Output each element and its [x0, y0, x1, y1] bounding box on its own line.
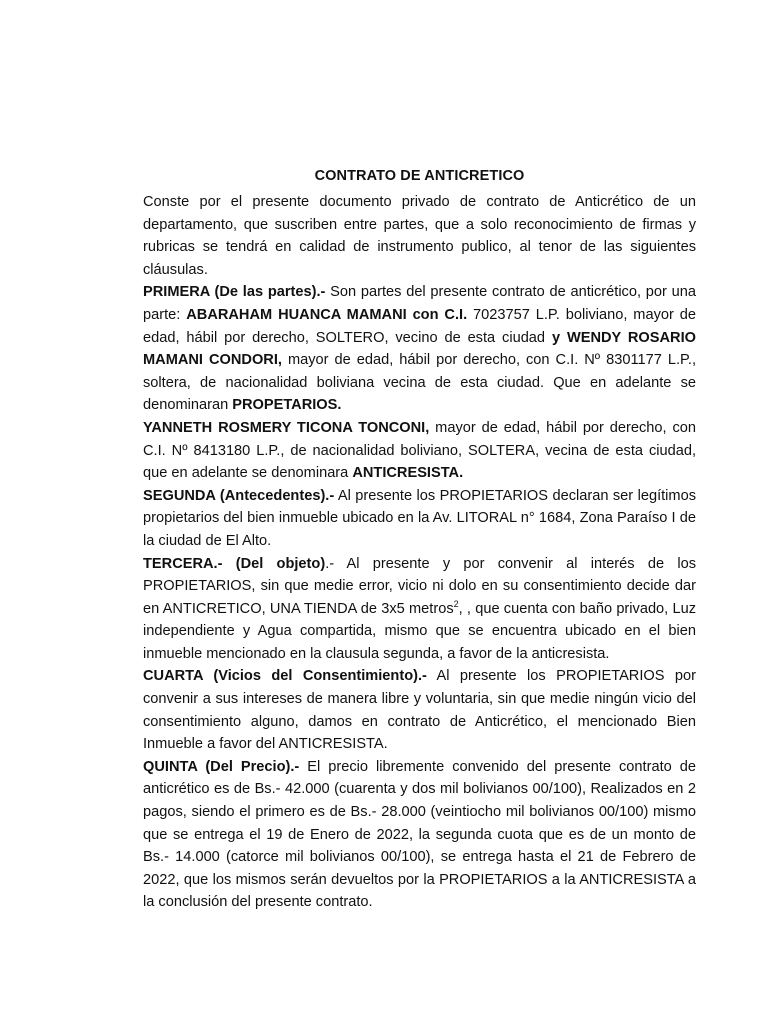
clause-tercera-text-1: .- Al presente y por convenir al interés de los PROPIETARIOS, sin que medie error, vicio ni dolo en su consentimiento decide dar en ANTICRETICO, UNA TIENDA de 3x5 metros — [143, 555, 696, 617]
anticresista-designation: ANTICRESISTA. — [352, 465, 464, 482]
anticresista-name: YANNETH ROSMERY TICONA TONCONI, — [143, 419, 430, 436]
intro-paragraph: Conste por el presente documento privado de contrato de Anticrético de un departamento, que suscriben entre partes, que a solo reconocimiento de firmas y rubricas se tendrá en calidad de instrumento publico, al tenor de las siguientes cláusulas. — [143, 194, 696, 278]
clause-quinta-text: El precio libremente convenido del presente contrato de anticrético es de Bs.- 42.000 (cuarenta y dos mil bolivianos 00/100), Realizados en 2 pagos, siendo el primero es de Bs.- 28.000 (veintiocho mil bolivianos 00/100) mismo que se entrega el 19 de Enero de 2022, la segunda cuota que es de un monto de Bs.- 14.000 (catorce mil bolivianos 00/100), se entrega hasta el 21 de Febrero de 2022, que los mismos serán devueltos por la PROPIETARIOS a la ANTICRESISTA a la conclusión del presente contrato. — [143, 758, 696, 911]
clause-primera-text-2: 7023757 L.P. boliviano, mayor de edad, hábil por derecho, SOLTERO, vecino de esta ciudad — [143, 306, 696, 346]
clause-tercera-heading: TERCERA.- (Del objeto) — [143, 555, 326, 572]
clause-segunda-text: Al presente los PROPIETARIOS declaran ser legítimos propietarios del bien inmueble ubicado en la Av. LITORAL n° 1684, Zona Paraíso I de la ciudad de El Alto. — [143, 487, 696, 549]
clause-cuarta-text: Al presente los PROPIETARIOS por convenir a sus intereses de manera libre y voluntaria, sin que medie ningún vicio del consentimiento alguno, damos en contrato de Anticrético, el mencionado Bien Inmueble a favor del ANTICRESISTA. — [143, 668, 696, 753]
party-1-name: ABARAHAM HUANCA MAMANI con C.I. — [186, 306, 468, 323]
clause-primera-heading: PRIMERA (De las partes).- — [143, 284, 326, 301]
owners-designation: PROPETARIOS. — [232, 397, 342, 414]
clause-primera — [143, 281, 696, 417]
anticresista-text: mayor de edad, hábil por derecho, con C.I. Nº 8413180 L.P., de nacionalidad boliviano, SOLTERA, vecina de esta ciudad, que en adelante se denominara — [143, 419, 696, 482]
clause-segunda-heading: SEGUNDA (Antecedentes).- — [143, 487, 335, 504]
clause-tercera — [143, 553, 696, 666]
clause-primera-text-1: Son partes del presente contrato de anticrético, por una parte: — [143, 284, 696, 323]
clause-cuarta-heading: CUARTA (Vicios del Consentimiento).- — [143, 668, 427, 685]
clause-quinta-heading: QUINTA (Del Precio).- — [143, 758, 300, 775]
party-2-name: y WENDY ROSARIO MAMANI CONDORI, — [143, 329, 696, 369]
anticresista-paragraph — [143, 417, 696, 485]
superscript-2: 2 — [453, 598, 459, 609]
clause-quinta — [143, 756, 696, 914]
clause-cuarta — [143, 665, 696, 755]
clause-segunda — [143, 485, 696, 553]
clause-primera-text-3: mayor de edad, hábil por derecho, con C.I. Nº 8301177 L.P., soltera, de nacionalidad boliviana vecina de esta ciudad. Que en adelante se denominaran — [143, 352, 696, 414]
document-title: CONTRATO DE ANTICRETICO — [314, 168, 525, 184]
clause-tercera-text-2: , , que cuenta con baño privado, Luz independiente y Agua compartida, mismo que se encuentra ubicado en el bien inmueble mencionado en la clausula segunda, a favor de la anticresista. — [143, 600, 696, 662]
